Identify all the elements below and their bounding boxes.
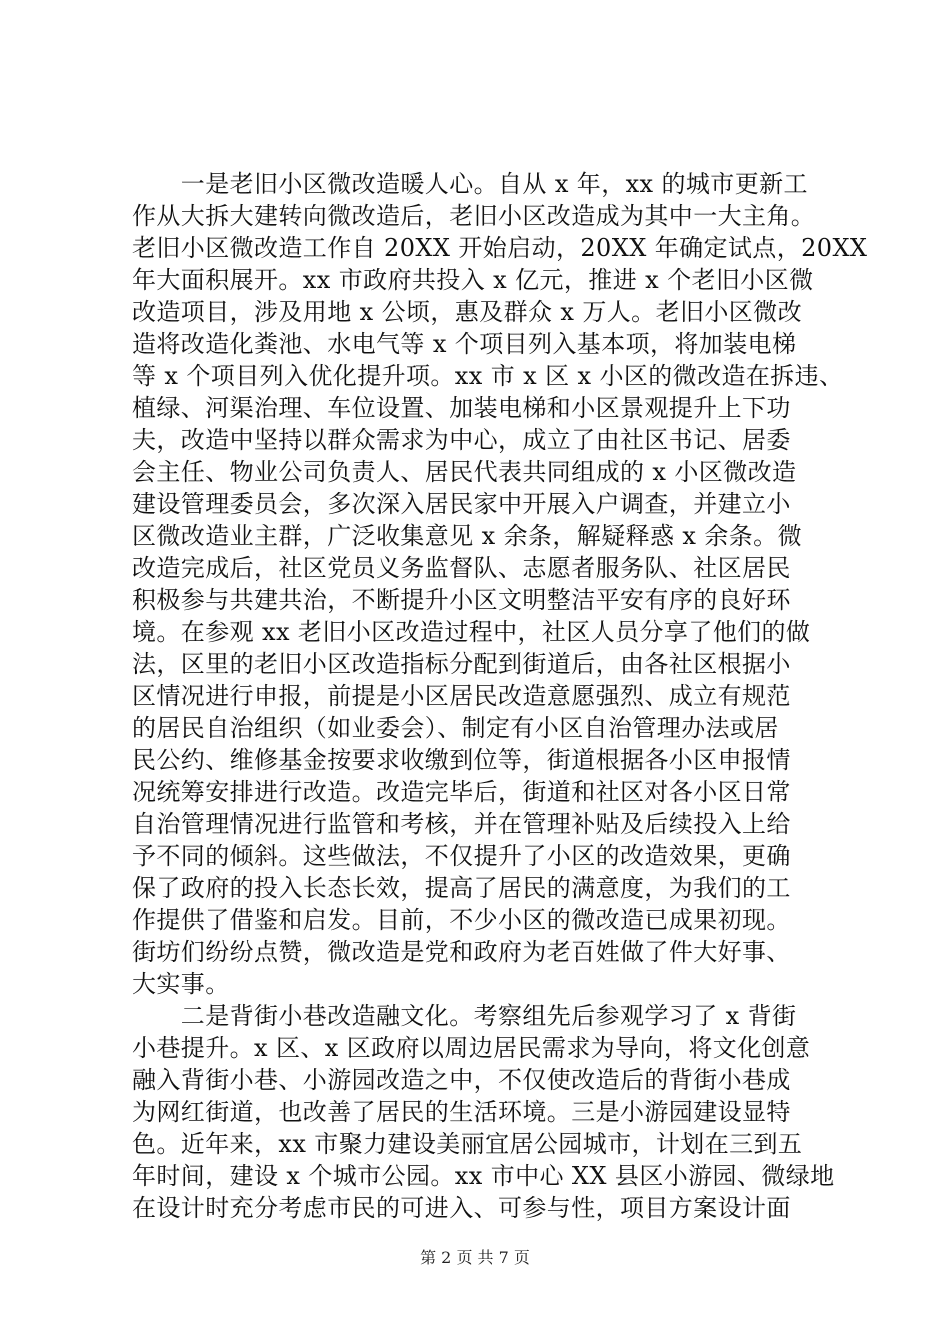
text-line: 夫，改造中坚持以群众需求为中心，成立了由社区书记、居委 xyxy=(132,426,791,454)
text-line: 区微改造业主群，广泛收集意见 x 余条，解疑释惑 x 余条。微 xyxy=(132,522,802,550)
text-line: 境。在参观 xx 老旧小区改造过程中，社区人员分享了他们的做 xyxy=(132,618,811,646)
text-line: 的居民自治组织（如业委会）、制定有小区自治管理办法或居 xyxy=(132,714,779,742)
text-line: 小巷提升。x 区、x 区政府以周边居民需求为导向，将文化创意 xyxy=(132,1034,811,1062)
text-line: 区情况进行申报，前提是小区居民改造意愿强烈、成立有规范 xyxy=(132,682,791,710)
text-line: 一是老旧小区微改造暖人心。自从 x 年，xx 的城市更新工 xyxy=(132,170,808,198)
text-line: 会主任、物业公司负责人、居民代表共同组成的 x 小区微改造 xyxy=(132,458,797,486)
text-line: 积极参与共建共治，不断提升小区文明整洁平安有序的良好环 xyxy=(132,586,791,614)
text-line: 融入背街小巷、小游园改造之中，不仅使改造后的背街小巷成 xyxy=(132,1066,791,1094)
text-line: 年时间，建设 x 个城市公园。xx 市中心 XX 县区小游园、微绿地 xyxy=(132,1162,835,1190)
text-line: 建设管理委员会，多次深入居民家中开展入户调查，并建立小 xyxy=(132,490,791,518)
text-line: 造将改造化粪池、水电气等 x 个项目列入基本项，将加装电梯 xyxy=(132,330,797,358)
text-line: 为网红街道，也改善了居民的生活环境。三是小游园建设显特 xyxy=(132,1098,791,1126)
text-line: 法，区里的老旧小区改造指标分配到街道后，由各社区根据小 xyxy=(132,650,791,678)
text-line: 大实事。 xyxy=(132,970,230,998)
body-text xyxy=(132,168,868,1224)
text-line: 改造完成后，社区党员义务监督队、志愿者服务队、社区居民 xyxy=(132,554,791,582)
text-line: 植绿、河渠治理、车位设置、加装电梯和小区景观提升上下功 xyxy=(132,394,791,422)
text-line: 予不同的倾斜。这些做法，不仅提升了小区的改造效果，更确 xyxy=(132,842,791,870)
text-line: 老旧小区微改造工作自 20XX 开始启动，20XX 年确定试点，20XX xyxy=(132,234,868,262)
text-line: 二是背街小巷改造融文化。考察组先后参观学习了 x 背街 xyxy=(132,1002,797,1030)
text-line: 色。近年来，xx 市聚力建设美丽宜居公园城市，计划在三到五 xyxy=(132,1130,803,1158)
text-line: 保了政府的投入长态长效，提高了居民的满意度，为我们的工 xyxy=(132,874,791,902)
text-line: 年大面积展开。xx 市政府共投入 x 亿元，推进 x 个老旧小区微 xyxy=(132,266,814,294)
page-footer: 第 2 页 共 7 页 xyxy=(420,1248,530,1267)
text-line: 自治管理情况进行监管和考核，并在管理补贴及后续投入上给 xyxy=(132,810,791,838)
text-line: 等 x 个项目列入优化提升项。xx 市 x 区 x 小区的微改造在拆违、 xyxy=(132,362,844,390)
text-line: 况统筹安排进行改造。改造完毕后，街道和社区对各小区日常 xyxy=(132,778,791,806)
text-line: 改造项目，涉及用地 x 公顷，惠及群众 x 万人。老旧小区微改 xyxy=(132,298,802,326)
text-line: 街坊们纷纷点赞，微改造是党和政府为老百姓做了件大好事、 xyxy=(132,938,791,966)
text-line: 民公约、维修基金按要求收缴到位等，街道根据各小区申报情 xyxy=(132,746,791,774)
text-line: 作从大拆大建转向微改造后，老旧小区改造成为其中一大主角。 xyxy=(132,202,816,230)
text-line: 作提供了借鉴和启发。目前，不少小区的微改造已成果初现。 xyxy=(132,906,791,934)
text-line: 在设计时充分考虑市民的可进入、可参与性，项目方案设计面 xyxy=(132,1194,791,1222)
